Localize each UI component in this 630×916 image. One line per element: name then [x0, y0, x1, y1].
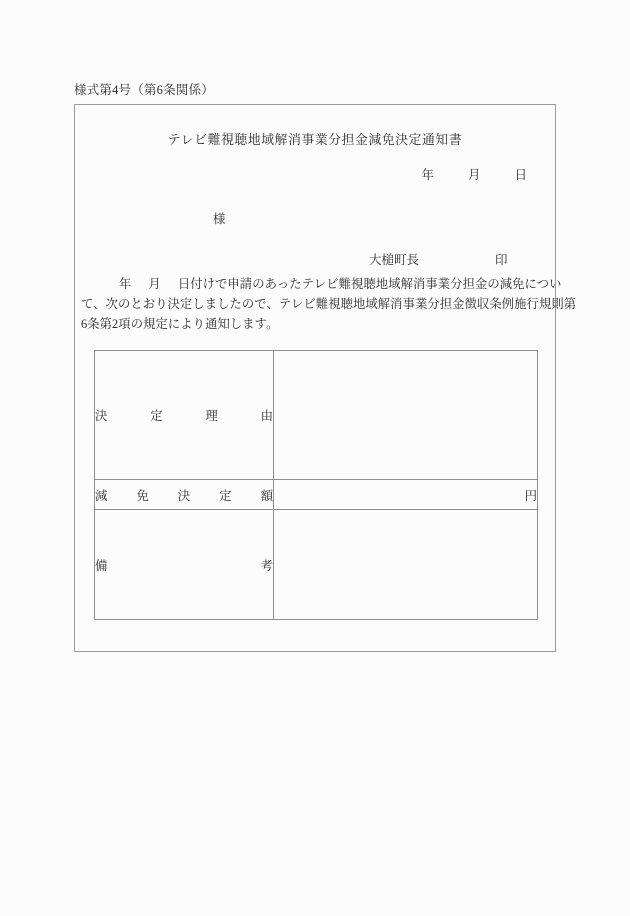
date-year-label: 年 — [421, 168, 434, 182]
row-value-remarks[interactable] — [274, 510, 538, 620]
body-line-3: 6条第2項の規定により通知します。 — [81, 317, 279, 331]
table-row — [95, 480, 538, 510]
body-line-1 — [81, 274, 562, 294]
label-char: 減 — [95, 488, 108, 503]
document-frame — [74, 104, 577, 652]
label-char: 理 — [205, 409, 218, 423]
date-month-label: 月 — [467, 168, 481, 182]
date-day-label: 日 — [514, 168, 527, 182]
body-paragraph — [81, 274, 577, 334]
body-line1-year: 年 — [119, 277, 132, 291]
issuer-name: 大槌町長 — [369, 253, 420, 267]
label-char: 定 — [150, 409, 163, 423]
row-label-reduction-amount — [95, 480, 274, 510]
table-row — [95, 510, 538, 620]
decision-table — [94, 350, 538, 620]
document-title: テレビ難視聴地域解消事業分担金減免決定通知書 — [167, 133, 463, 147]
row-value-reduction-amount[interactable] — [274, 480, 538, 510]
body-line-2: て、次のとおり決定しましたので、テレビ難視聴地域解消事業分担金徴収条例施行規則第 — [81, 297, 577, 311]
label-char: 決 — [95, 409, 108, 423]
row-value-decision-reason[interactable] — [274, 351, 538, 480]
label-char: 備 — [95, 558, 108, 573]
row-label-remarks — [95, 510, 274, 620]
row-label-decision-reason — [95, 351, 274, 480]
form-number-label: 様式第4号（第6条関係） — [74, 83, 214, 97]
document-body — [75, 105, 577, 651]
label-char: 由 — [260, 409, 273, 423]
currency-unit-label: 円 — [524, 488, 537, 503]
addressee-honorific: 様 — [213, 212, 226, 226]
label-char: 額 — [260, 488, 273, 503]
body-line1-month: 月 — [148, 277, 161, 291]
issuer-seal-label: 印 — [495, 253, 508, 267]
label-char: 考 — [260, 558, 273, 573]
label-char: 免 — [136, 488, 149, 503]
label-char: 決 — [177, 488, 191, 503]
date-line — [421, 165, 527, 183]
issuer-line — [369, 250, 508, 268]
body-line1-rest: 日付けで申請のあったテレビ難視聴地域解消事業分担金の減免につい — [177, 277, 562, 291]
label-char: 定 — [219, 488, 232, 503]
table-row — [95, 351, 538, 480]
